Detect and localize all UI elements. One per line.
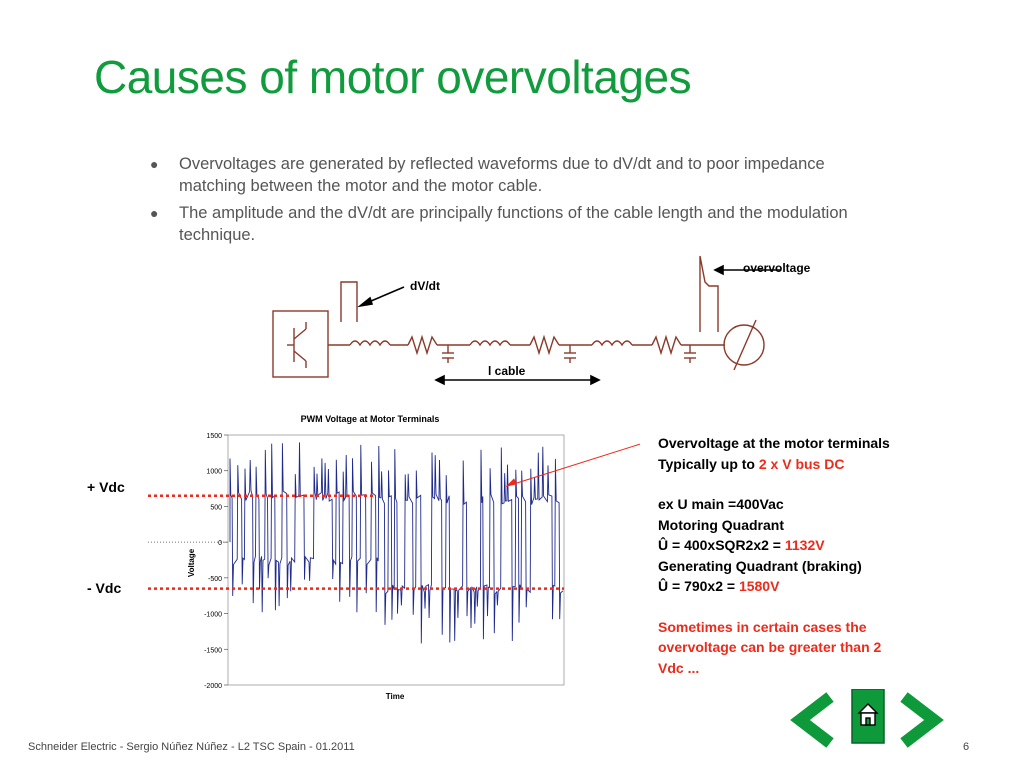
inductor-3 (592, 341, 632, 345)
notes-text: Û = 400xSQR2x2 = (658, 537, 785, 553)
notes-warning: Sometimes in certain cases the (658, 618, 867, 635)
inverter-box (273, 311, 328, 377)
bullet-item (150, 153, 890, 197)
minus-vdc-label: - Vdc (87, 580, 122, 596)
capacitor-1 (442, 345, 454, 363)
notes-line: Motoring Quadrant (658, 516, 784, 533)
notes-line: Generating Quadrant (braking) (658, 557, 862, 574)
footer-text: Schneider Electric - Sergio Núñez Núñez - L2 TSC Spain - 01.2011 (28, 741, 355, 753)
capacitor-3 (684, 345, 696, 363)
y-tick-label: -2000 (204, 683, 222, 690)
voltage-trace (230, 442, 563, 643)
bullet-item (150, 202, 890, 246)
y-axis-label: Voltage (187, 548, 196, 578)
notes-text: Û = 790x2 = (658, 578, 739, 594)
resistor-3 (652, 337, 681, 353)
notes-highlight: 1132V (784, 537, 825, 553)
notes-warning: Vdc ... (658, 659, 700, 676)
slide-title: Causes of motor overvoltages (94, 51, 692, 103)
chevron-right-icon (904, 697, 934, 743)
inductor-2 (470, 341, 510, 345)
chevron-left-icon (800, 697, 830, 743)
notes-warning: overvoltage can be greater than 2 (658, 639, 882, 655)
y-tick-label: -500 (207, 575, 222, 583)
page-number: 6 (963, 741, 970, 753)
cable-length-label: l cable (488, 364, 526, 378)
notes-text: Typically up to (658, 455, 759, 472)
plus-vdc-label: + Vdc (87, 479, 125, 495)
capacitor-2 (564, 345, 576, 363)
notes-highlight: 1580V (738, 578, 780, 594)
y-tick-label: 1000 (206, 468, 222, 476)
dvdt-label: dV/dt (410, 279, 440, 293)
bullet-dot-icon: ● (150, 205, 159, 221)
motor-icon (724, 325, 764, 365)
notes-highlight: 2 x V bus DC (758, 455, 845, 472)
notes-line (658, 576, 890, 597)
notes-line (658, 535, 890, 556)
pwm-voltage-chart (140, 405, 640, 705)
igbt-icon (287, 322, 306, 368)
inductor-1 (350, 341, 390, 345)
notes-line: ex U main =400Vac (658, 496, 784, 512)
x-axis-label: Time (385, 692, 405, 701)
resistor-1 (408, 337, 437, 353)
plot-area (228, 435, 564, 685)
next-slide-button[interactable] (904, 697, 934, 743)
y-tick-label: 1500 (206, 433, 222, 440)
y-tick-label: 0 (218, 540, 222, 548)
notes-line: Overvoltage at the motor terminals (658, 435, 890, 451)
pulse-waveform-dvdt (341, 282, 357, 322)
peak-annotation-line (506, 438, 640, 486)
slide-navigation (786, 689, 946, 751)
notes-line (658, 454, 890, 475)
bullet-text: Overvoltages are generated by reflected waveforms due to dV/dt and to poor impedance matching between the motor and the motor cable. (179, 155, 825, 195)
notes-panel (658, 433, 890, 678)
previous-slide-button[interactable] (800, 697, 830, 743)
chart-title: PWM Voltage at Motor Terminals (300, 414, 440, 424)
bullet-text: The amplitude and the dV/dt are principally functions of the cable length and the modulation technique. (179, 204, 848, 244)
bullet-dot-icon: ● (150, 156, 159, 172)
overvoltage-label: overvoltage (743, 261, 811, 275)
home-button[interactable] (852, 689, 884, 743)
resistor-2 (530, 337, 559, 353)
pulse-waveform-overvoltage (700, 256, 718, 332)
y-tick-label: -1500 (204, 647, 222, 655)
bullet-list (150, 153, 890, 251)
y-tick-label: 500 (210, 504, 222, 512)
y-tick-label: -1000 (204, 611, 222, 619)
